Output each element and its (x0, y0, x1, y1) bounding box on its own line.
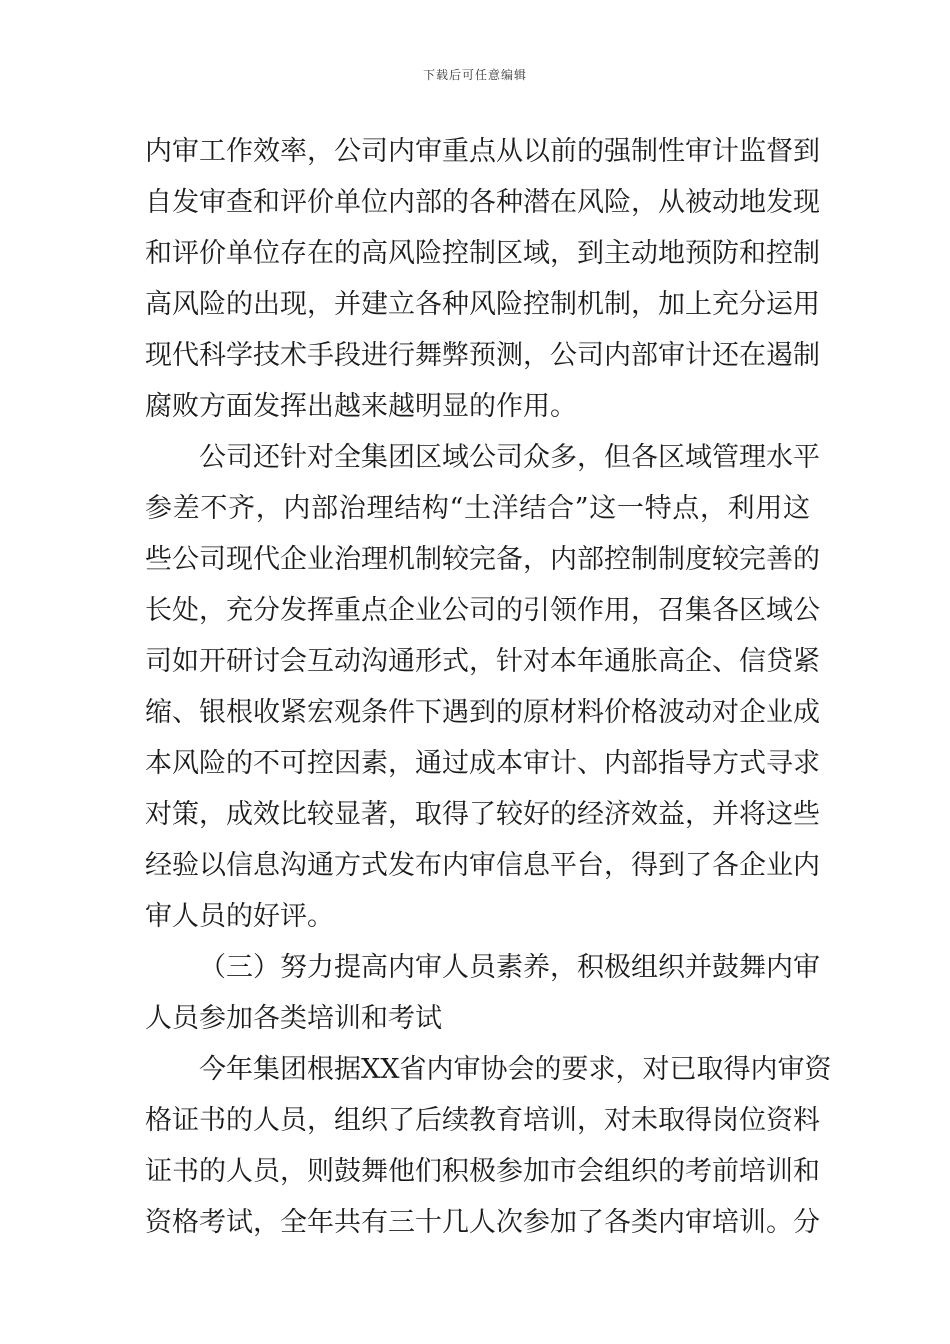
document-body (145, 126, 832, 1248)
paragraph-line: 本风险的不可控因素，通过成本审计、内部指导方式寻求 (145, 748, 820, 779)
paragraph-line: 自发审查和评价单位内部的各种潜在风险，从被动地发现 (145, 187, 820, 218)
paragraph-line: 高风险的出现，并建立各种风险控制机制，加上充分运用 (145, 289, 820, 320)
paragraph-line: 司如开研讨会互动沟通形式，针对本年通胀高企、信贷紧 (145, 646, 820, 677)
section-heading-line: （三）努力提高内审人员素养，积极组织并鼓舞内审 (199, 952, 820, 983)
paragraph-line: 和评价单位存在的高风险控制区域，到主动地预防和控制 (145, 238, 820, 269)
paragraph-line: 现代科学技术手段进行舞弊预测，公司内部审计还在遏制 (145, 340, 820, 371)
paragraph-line: 对策，成效比较显著，取得了较好的经济效益，并将这些 (145, 799, 820, 830)
paragraph-line: 格证书的人员，组织了后续教育培训，对未取得岗位资料 (145, 1105, 820, 1136)
paragraph-line: 审人员的好评。 (145, 901, 334, 932)
page-header: 下载后可任意编辑 (422, 68, 527, 82)
paragraph-line: 长处，充分发挥重点企业公司的引领作用，召集各区域公 (145, 595, 820, 626)
paragraph-line: 腐败方面发挥出越来越明显的作用。 (145, 391, 577, 422)
paragraph-line: 公司还针对全集团区域公司众多，但各区域管理水平 (199, 442, 820, 473)
paragraph-line: 内审工作效率，公司内审重点从以前的强制性审计监督到 (145, 136, 820, 167)
paragraph-line: 今年集团根据XX省内审协会的要求，对已取得内审资 (199, 1054, 832, 1085)
section-heading-line: 人员参加各类培训和考试 (145, 1003, 442, 1034)
paragraph-line: 些公司现代企业治理机制较完备，内部控制制度较完善的 (145, 544, 820, 575)
paragraph-line: 经验以信息沟通方式发布内审信息平台，得到了各企业内 (145, 850, 820, 881)
paragraph-line: 参差不齐，内部治理结构“土洋结合”这一特点，利用这 (145, 493, 810, 524)
paragraph-line: 缩、银根收紧宏观条件下遇到的原材料价格波动对企业成 (145, 697, 820, 728)
paragraph-line: 证书的人员，则鼓舞他们积极参加市会组织的考前培训和 (145, 1156, 820, 1187)
paragraph-line: 资格考试，全年共有三十几人次参加了各类内审培训。分 (145, 1207, 820, 1238)
